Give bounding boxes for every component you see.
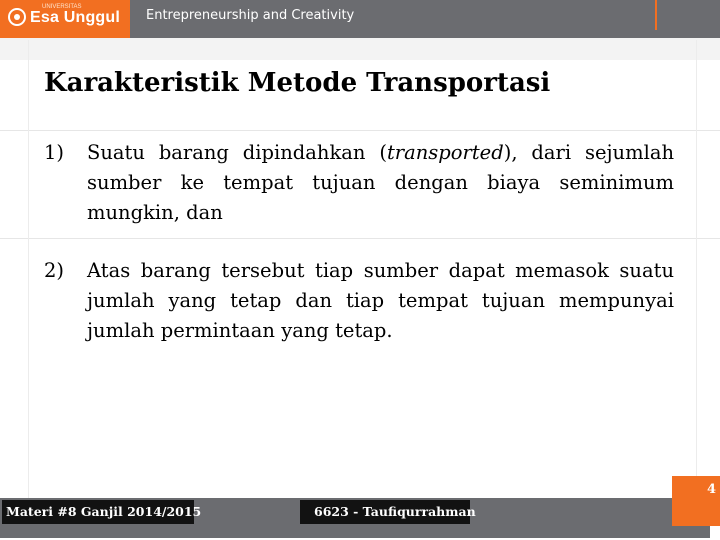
logo-small-text: UNIVERSITAS xyxy=(42,4,82,10)
slide-title: Karakteristik Metode Transportasi xyxy=(44,68,551,98)
content-list xyxy=(44,138,674,374)
footer-bar xyxy=(0,476,720,540)
decorative-line xyxy=(0,130,720,131)
university-logo xyxy=(0,0,130,38)
item-number: 2) xyxy=(44,259,65,282)
course-title: Entrepreneurship and Creativity xyxy=(146,8,355,23)
page-number: 4 xyxy=(706,482,716,497)
decorative-line xyxy=(28,40,29,510)
item-text: Suatu barang dipindahkan (transported), dari sejumlah sumber ke tempat tujuan dengan biaya seminimum mungkin, dan xyxy=(87,141,675,224)
item-text: Atas barang tersebut tiap sumber dapat memasok suatu jumlah yang tetap dan tiap tempat tujuan mempunyai jumlah permintaan yang tetap. xyxy=(87,259,674,342)
decorative-line xyxy=(696,40,697,510)
list-item xyxy=(44,256,674,346)
header-accent-line xyxy=(655,0,657,30)
list-item xyxy=(44,138,674,228)
emphasis-term: transported xyxy=(386,141,504,164)
logo-emblem-icon xyxy=(8,8,26,26)
header-bar xyxy=(0,0,720,38)
footer-session: Materi #8 Ganjil 2014/2015 xyxy=(6,504,202,519)
footer-lecturer: 6623 - Taufiqurrahman xyxy=(314,504,476,519)
item-number: 1) xyxy=(44,141,65,164)
logo-text: Esa Unggul xyxy=(30,9,121,26)
decorative-band xyxy=(0,38,720,60)
